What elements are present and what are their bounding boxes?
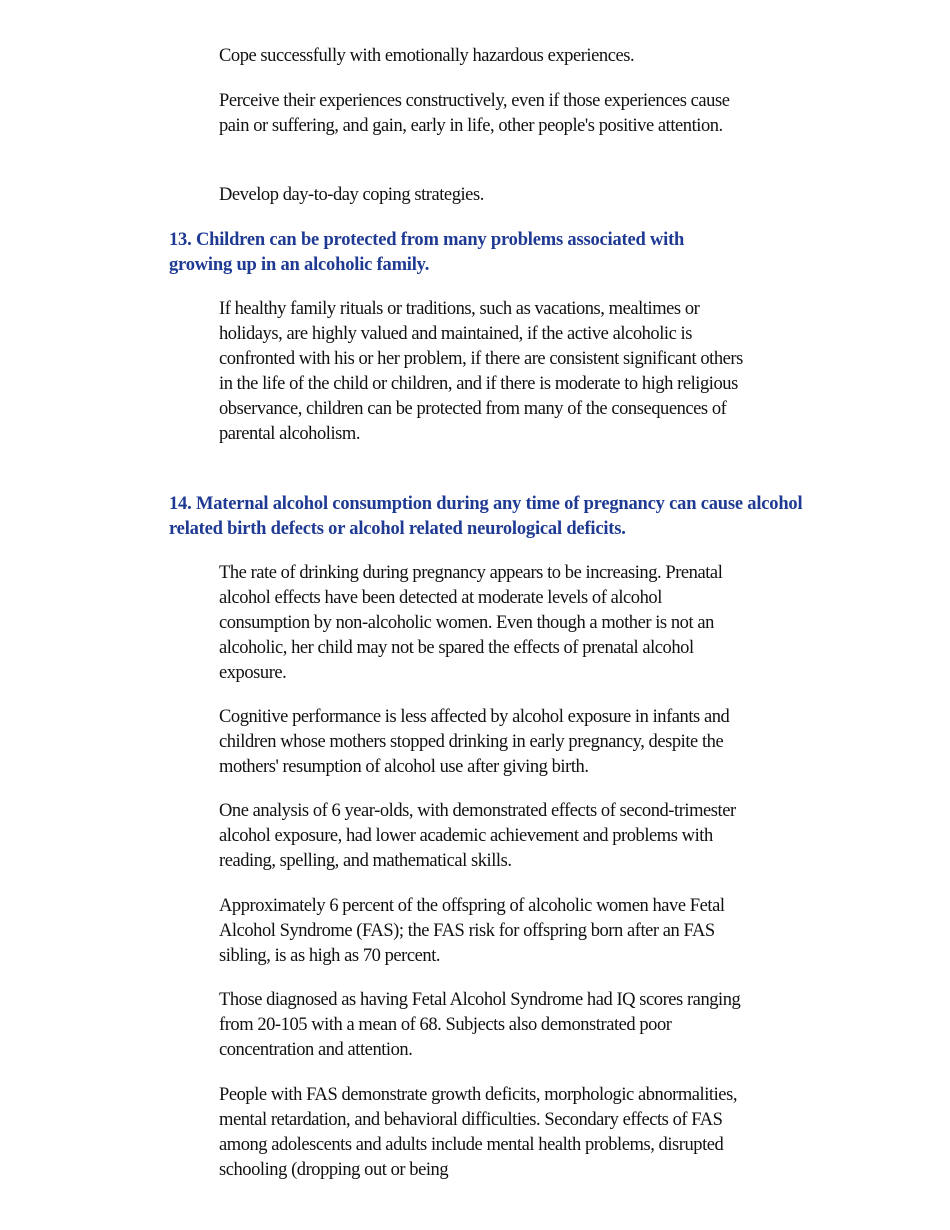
paragraph-cognitive-performance: Cognitive performance is less affected by alcohol exposure in infants and children whose mothers stopped drinking in early pregnancy, despite the mothers' resumption of alcohol use after giving birth. xyxy=(219,707,730,777)
paragraph-fas-percent: Approximately 6 percent of the offspring of alcoholic women have Fetal Alcohol Syndrome (FAS); the FAS risk for offspring born after an FAS sibling, is as high as 70 percent. xyxy=(219,896,725,966)
paragraph-family-rituals: If healthy family rituals or traditions, such as vacations, mealtimes or holidays, are highly valued and maintained, if the active alcoholic is confronted with his or her problem, if there are consistent significant others in the life of the child or children, and if there is moderate to high religious observance, children can be protected from many of the consequences of parental alcoholism. xyxy=(219,299,743,444)
paragraph-cope-successfully: Cope successfully with emotionally hazardous experiences. xyxy=(219,46,635,66)
paragraph-perceive-experiences: Perceive their experiences constructively, even if those experiences cause pain or suffering, and gain, early in life, other people's positive attention. xyxy=(219,91,730,136)
heading-section-13: 13. Children can be protected from many problems associated with growing up in an alcoholic family. xyxy=(169,230,685,275)
paragraph-fas-effects: People with FAS demonstrate growth deficits, morphologic abnormalities, mental retardation, and behavioral difficulties. Secondary effects of FAS among adolescents and adults include mental health problems, disrupted schooling (dropping out or being xyxy=(219,1085,737,1180)
heading-section-14: 14. Maternal alcohol consumption during any time of pregnancy can cause alcohol related birth defects or alcohol related neurological deficits. xyxy=(169,494,803,539)
paragraph-six-year-olds: One analysis of 6 year-olds, with demonstrated effects of second-trimester alcohol exposure, had lower academic achievement and problems with reading, spelling, and mathematical skills. xyxy=(219,801,736,871)
paragraph-coping-strategies: Develop day-to-day coping strategies. xyxy=(219,185,484,205)
paragraph-iq-scores: Those diagnosed as having Fetal Alcohol Syndrome had IQ scores ranging from 20-105 with a mean of 68. Subjects also demonstrated poor concentration and attention. xyxy=(219,990,741,1060)
paragraph-drinking-rate: The rate of drinking during pregnancy appears to be increasing. Prenatal alcohol effects have been detected at moderate levels of alcohol consumption by non-alcoholic women. Even though a mother is not an alcoholic, her child may not be spared the effects of prenatal alcohol exposure. xyxy=(219,563,723,683)
